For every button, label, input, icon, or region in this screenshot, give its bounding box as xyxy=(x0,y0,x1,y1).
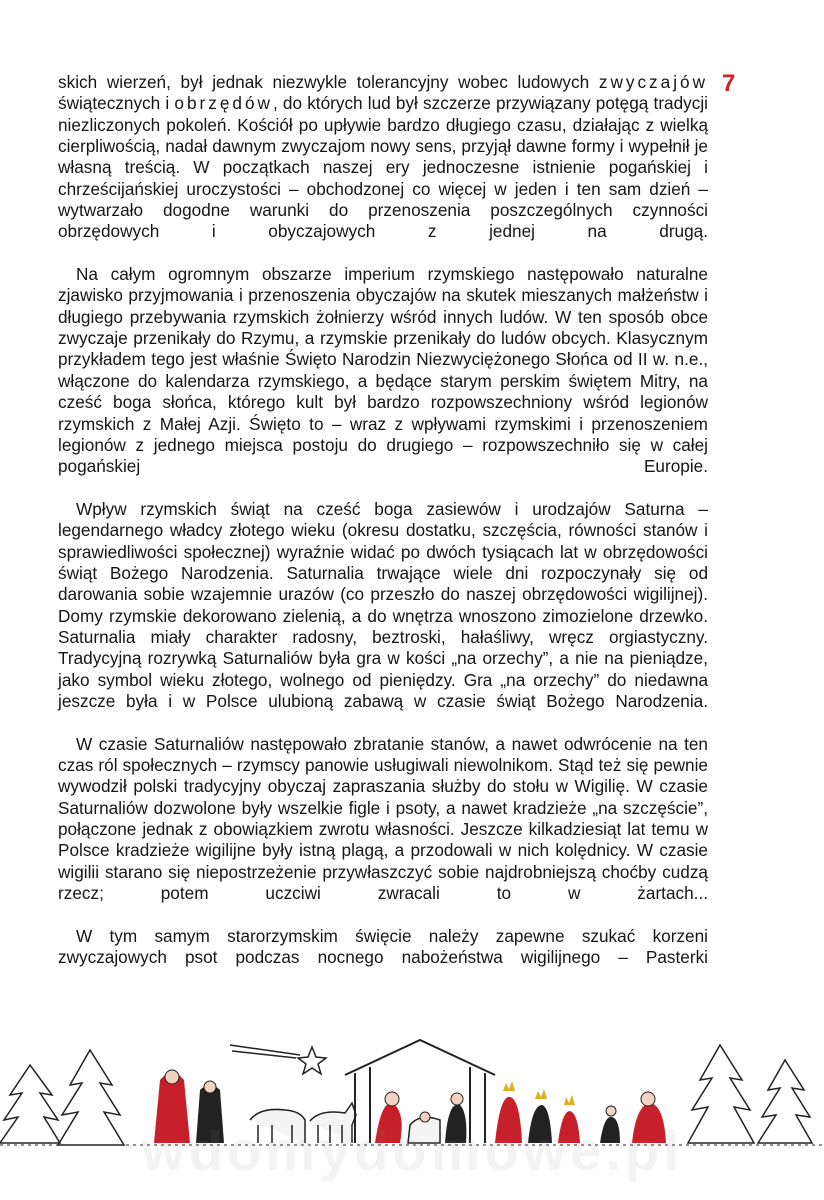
emphasis-zwyczajow: zwyczajów xyxy=(598,72,708,92)
body-text xyxy=(58,72,708,968)
paragraph-1: skich wierzeń, był jednak niezwykle tolerancyjny wobec ludowych zwyczajów świątecznych i obrzędów, do których lud był szczerze przywiązany potęgą tradycji niezliczonych pokoleń. Kościół po upływie bardzo długiego czasu, działając z wielką cierpliwością, nadał dawnym zwyczajom nowy sens, przyjął dawne formy i wypełnił je własną treścią. W początkach naszej ery jednoczesne istnienie pogańskiej i chrześcijańskiej uroczystości – obchodzonej co więcej w jeden i ten sam dzień – wytwarzało dogodne warunki do przenoszenia poszczególnych czynności obrzędowych i obyczajowych z jednej na drugą. xyxy=(58,72,708,242)
paragraph-2: Na całym ogromnym obszarze imperium rzymskiego następowało naturalne zjawisko przyjmowania i przenoszenia obyczajów na skutek mieszanych małżeństw i długiego przebywania rzymskich żołnierzy wśród innych ludów. W ten sposób obce zwyczaje przenikały do Rzymu, a rzymskie przenikały do ludów obcych. Klasycznym przykładem tego jest właśnie Święto Narodzin Niezwyciężonego Słońca od II w. n.e., włączone do kalendarza rzymskiego, a będące starym perskim świętem Mitry, na cześć boga słońca, którego kult był bardzo rozpowszechniony wśród legionów rzymskich z Małej Azji. Święto to – wraz z wpływami rzymskimi i przenoszeniem legionów z jednego miejsca postoju do drugiego – rozpowszechniło się w całej pogańskiej Europie. xyxy=(58,264,708,477)
emphasis-obrzedow: obrzędów xyxy=(174,93,273,114)
watermark: wdomydomowe.pl xyxy=(141,1119,683,1182)
paragraph-3: Wpływ rzymskich świąt na cześć boga zasiewów i urodzajów Saturna – legendarnego władcy złotego wieku (okresu dostatku, szczęścia, równości stanów i sprawiedliwości społecznej) wyraźnie widać po dwóch tysiącach lat w obrzędowości świąt Bożego Narodzenia. Saturnalia trwające wiele dni rozpoczynały się od darowania sobie wzajemnie urazów (co przeszło do naszej obrzędowości wigilijnej). Domy rzymskie dekorowano zielenią, a do wnętrza wnoszono zimozielone drzewko. Saturnalia miały charakter radosny, beztroski, hałaśliwy, wręcz orgiastyczny. Tradycyjną rozrywką Saturnaliów była gra w kości „na orzechy”, a nie na pieniądze, jako symbol wieku złotego, wolnego od pieniędzy. Gra „na orzechy” do niedawna jeszcze była i w Polsce ulubioną zabawą w czasie świąt Bożego Narodzenia. xyxy=(58,498,708,711)
comet-star-icon xyxy=(230,1045,326,1074)
paragraph-5: W tym samym starorzymskim święcie należy zapewne szukać korzeni zwyczajowych psot podczas nocnego nabożeństwa wigilijnego – Pasterki xyxy=(58,925,708,968)
paragraph-4: W czasie Saturnaliów następowało zbratanie stanów, a nawet odwrócenie na ten czas ról społecznych – rzymscy panowie usługiwali niewolnikom. Stąd też się pewnie wywodził polski tradycyjny obyczaj zapraszania służby do stołu w Wigilię. W czasie Saturnaliów dozwolone były wszelkie figle i psoty, a nawet kradzieże „na szczęście”, połączone jednak z obowiązkiem zwrotu własności. Jeszcze kilkadziesiąt lat temu w Polsce kradzieże wigilijne były istną plagą, a przodowali w nich kolędnicy. W czasie wigilii starano się niepostrzeżenie przywłaszczyć sobie najdrobniejszą choćby cudzą rzecz; potem uczciwi zwracali to w żartach... xyxy=(58,733,708,904)
page-number: 7 xyxy=(722,70,736,97)
